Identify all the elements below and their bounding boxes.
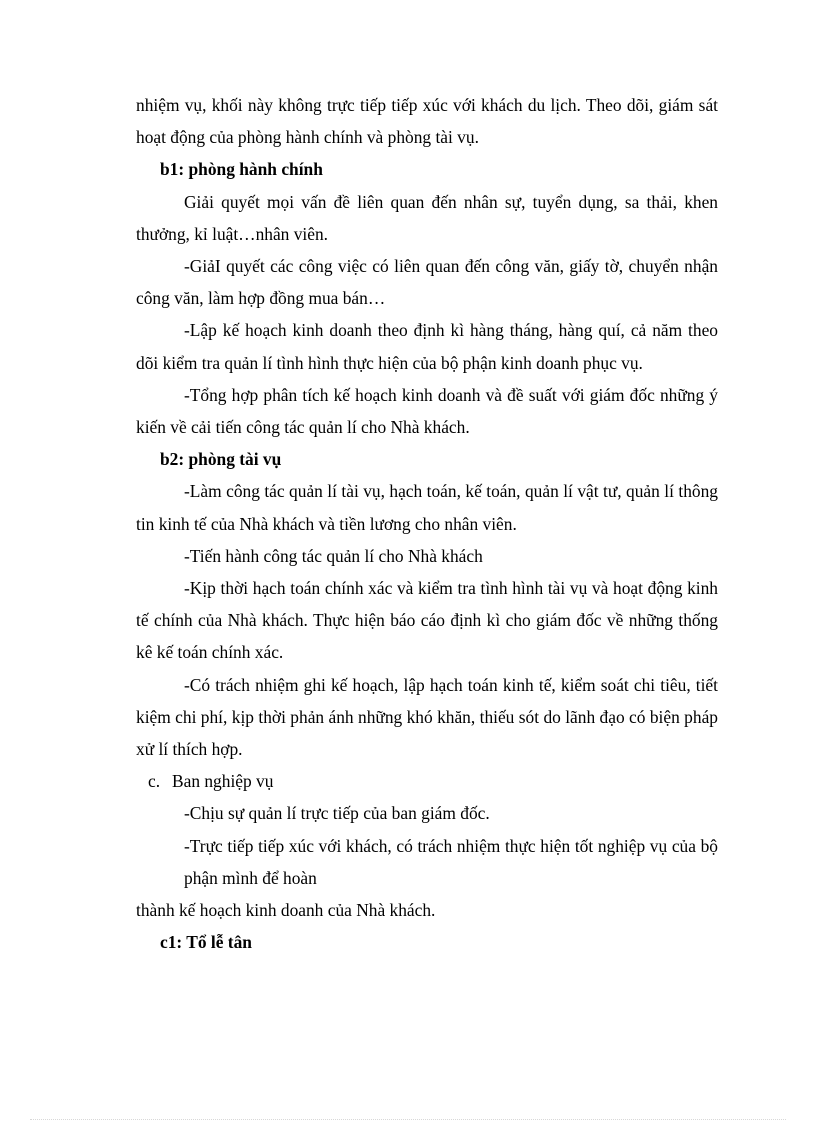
heading-c1: c1: Tổ lễ tân [160, 932, 252, 953]
list-item-c [136, 765, 718, 797]
paragraph-intro: nhiệm vụ, khối này không trực tiếp tiếp xúc với khách du lịch. Theo dõi, giám sát hoạt động của phòng hành chính và phòng tài vụ. [136, 95, 718, 148]
paragraph-b1-3: -Lập kế hoạch kinh doanh theo định kì hàng tháng, hàng quí, cả năm theo dõi kiểm tra quản lí tình hình thực hiện của bộ phận kinh doanh phục vụ. [136, 320, 718, 373]
list-item-label: Ban nghiệp vụ [172, 771, 274, 792]
heading-b1: b1: phòng hành chính [160, 159, 323, 180]
paragraph-b2-1: -Làm công tác quản lí tài vụ, hạch toán, kế toán, quản lí vật tư, quản lí thông tin kinh tế của Nhà khách và tiền lương cho nhân viên. [136, 481, 718, 534]
paragraph-c-2: -Trực tiếp tiếp xúc với khách, có trách nhiệm thực hiện tốt nghiệp vụ của bộ phận mình để hoàn [184, 835, 718, 888]
paragraph-c-3: thành kế hoạch kinh doanh của Nhà khách. [136, 900, 436, 921]
paragraph-b1-1: Giải quyết mọi vấn đề liên quan đến nhân sự, tuyển dụng, sa thải, khen thưởng, kỉ luật…nhân viên. [136, 191, 718, 244]
page-bottom-divider [30, 1119, 786, 1120]
list-marker: c. [148, 771, 161, 792]
paragraph-b2-3: -Kịp thời hạch toán chính xác và kiểm tra tình hình tài vụ và hoạt động kinh tế chính của Nhà khách. Thực hiện báo cáo định kì cho giám đốc về những thống kê kế toán chính xác. [136, 578, 718, 663]
document-page [136, 89, 718, 958]
paragraph-b1-4: -Tổng hợp phân tích kế hoạch kinh doanh và đề suất với giám đốc những ý kiến về cải tiến công tác quản lí cho Nhà khách. [136, 384, 718, 438]
paragraph-c-1: -Chịu sự quản lí trực tiếp của ban giám đốc. [184, 803, 490, 824]
paragraph-b2-4: -Có trách nhiệm ghi kế hoạch, lập hạch toán kinh tế, kiểm soát chi tiêu, tiết kiệm chi phí, kịp thời phản ánh những khó khăn, thiếu sót do lãnh đạo có biện pháp xử lí thích hợp. [136, 674, 718, 760]
heading-b2: b2: phòng tài vụ [160, 449, 282, 470]
paragraph-b2-2: -Tiến hành công tác quản lí cho Nhà khách [184, 545, 483, 566]
paragraph-b1-2: -GiảI quyết các công việc có liên quan đến công văn, giấy tờ, chuyển nhận công văn, làm hợp đồng mua bán… [136, 256, 718, 309]
